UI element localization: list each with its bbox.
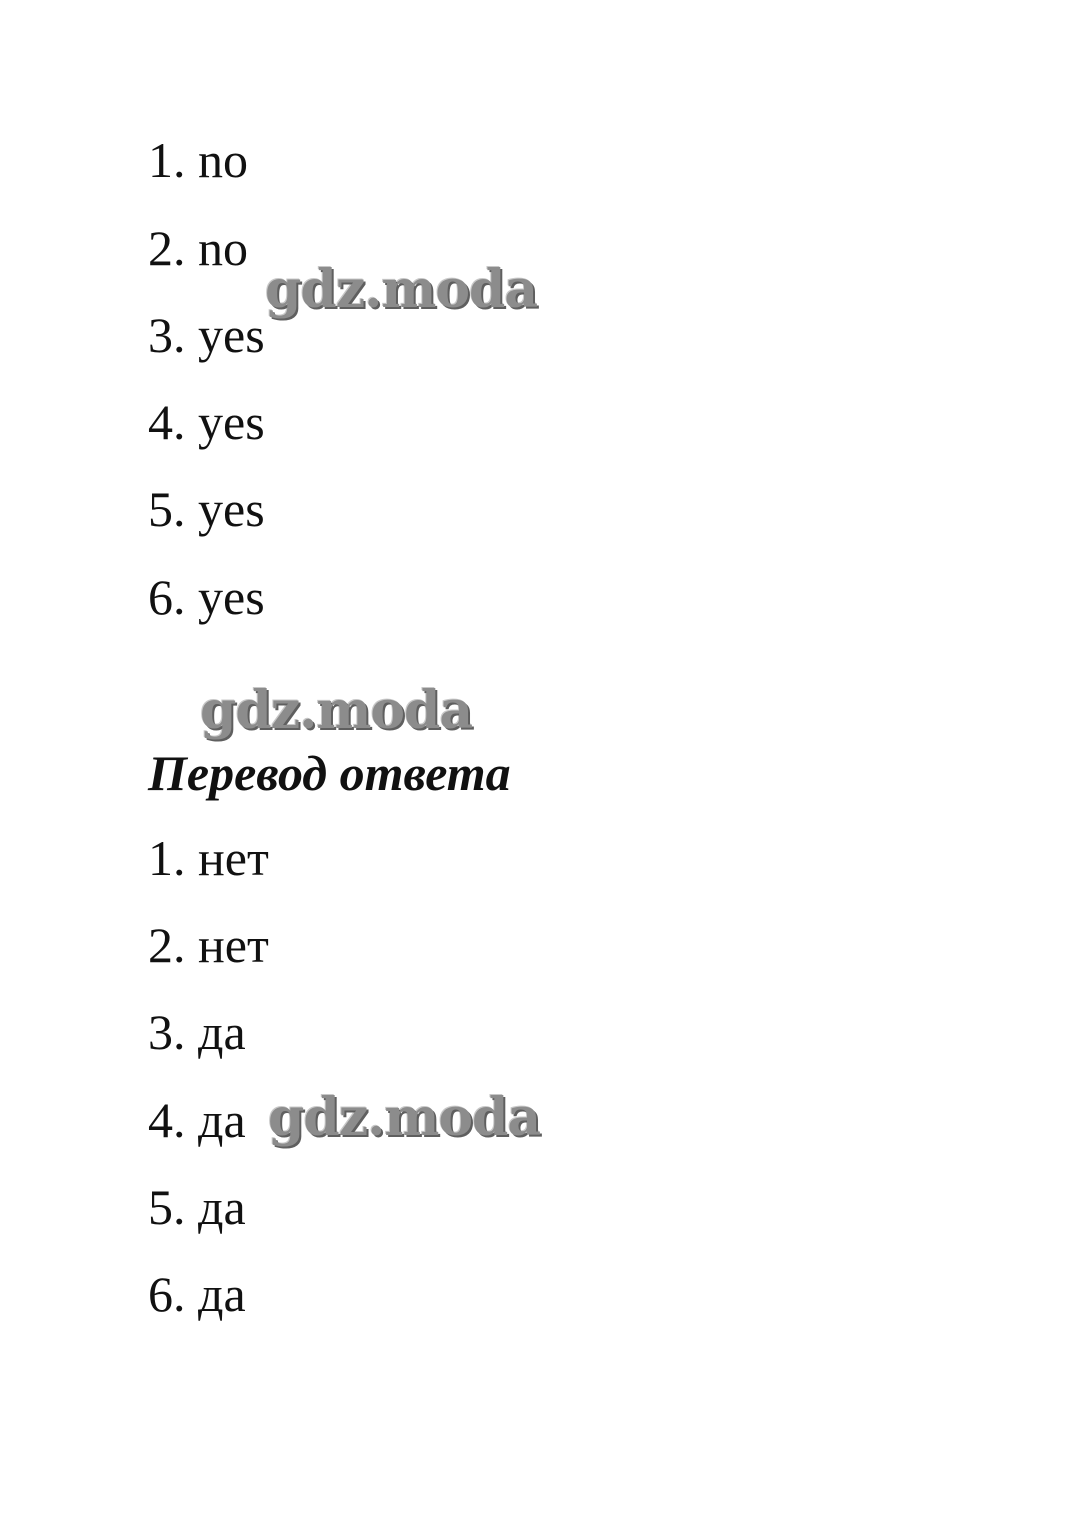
answer-text: no: [198, 220, 248, 276]
watermark: gdz.moda: [265, 259, 538, 320]
answer-item-5: [148, 481, 265, 537]
answer-number: 2.: [148, 220, 186, 276]
answer-item-4: [148, 394, 265, 450]
answer-number: 6.: [148, 569, 186, 625]
translation-text: нет: [198, 917, 269, 973]
translation-number: 2.: [148, 917, 186, 973]
translation-item-2: [148, 917, 269, 973]
watermark: gdz.moda: [268, 1087, 541, 1148]
answer-text: yes: [198, 569, 265, 625]
translation-text: да: [198, 1092, 246, 1148]
answer-number: 1.: [148, 132, 186, 188]
answer-text: no: [198, 132, 248, 188]
answer-text: yes: [198, 307, 265, 363]
answer-text: yes: [198, 394, 265, 450]
translation-number: 6.: [148, 1266, 186, 1322]
answer-item-6: [148, 569, 265, 625]
translation-heading: Перевод ответа: [148, 745, 511, 801]
answer-number: 3.: [148, 307, 186, 363]
answer-item-3: [148, 307, 265, 363]
translation-number: 4.: [148, 1092, 186, 1148]
translation-item-3: [148, 1004, 246, 1060]
translation-item-4: [148, 1092, 246, 1148]
answer-number: 4.: [148, 394, 186, 450]
translation-item-6: [148, 1266, 246, 1322]
translation-item-1: [148, 830, 269, 886]
translation-text: нет: [198, 830, 269, 886]
translation-item-5: [148, 1179, 246, 1235]
translation-number: 3.: [148, 1004, 186, 1060]
answer-number: 5.: [148, 481, 186, 537]
answer-item-1: [148, 132, 248, 188]
translation-number: 1.: [148, 830, 186, 886]
answer-item-2: [148, 220, 248, 276]
translation-text: да: [198, 1004, 246, 1060]
translation-text: да: [198, 1179, 246, 1235]
translation-text: да: [198, 1266, 246, 1322]
answer-text: yes: [198, 481, 265, 537]
translation-number: 5.: [148, 1179, 186, 1235]
watermark: gdz.moda: [200, 680, 473, 741]
